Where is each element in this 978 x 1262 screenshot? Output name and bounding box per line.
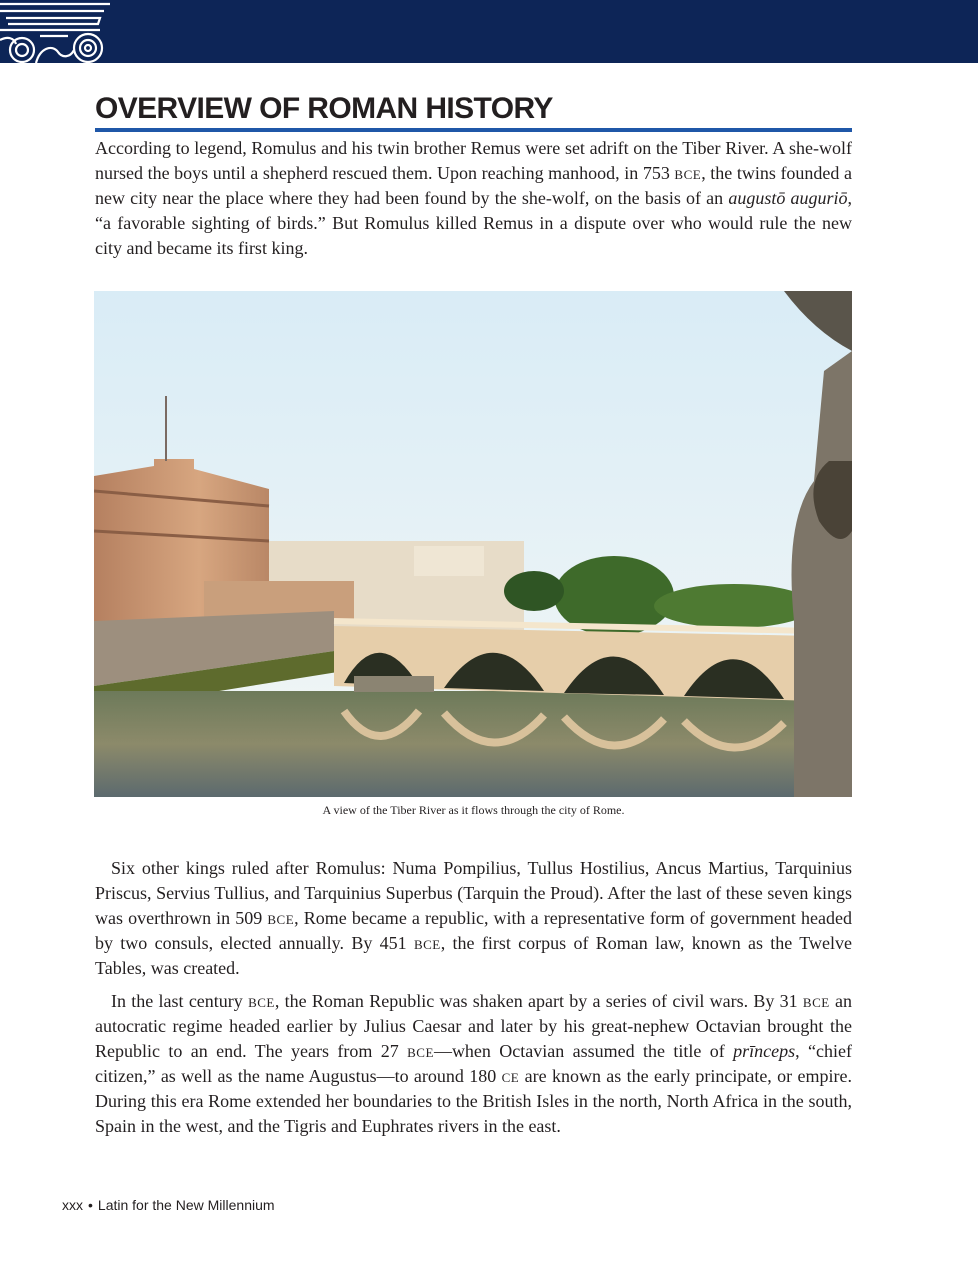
page-number: xxx xyxy=(62,1197,83,1213)
latin-word: prīnceps xyxy=(733,1041,796,1061)
era-abbreviation: bce xyxy=(674,163,702,183)
title-rule xyxy=(95,128,852,132)
page-footer xyxy=(62,1196,275,1214)
era-abbreviation: bce xyxy=(407,1041,434,1061)
latin-phrase: augustō auguriō xyxy=(728,188,848,208)
intro-paragraph: According to legend, Romulus and his twin brother Remus were set adrift on the Tiber River. A she-wolf nursed the boys until a shepherd rescued them. Upon reaching manhood, in 753 bce, the twins founded a new city near the place where they had been found by the she-wolf, on the basis of an augustō auguriō, “a favorable sighting of birds.” But Romulus killed Remus in a dispute over who would rule the new city and became its first king. xyxy=(95,138,853,258)
era-abbreviation: bce xyxy=(248,991,275,1011)
page-title: OVERVIEW OF ROMAN HISTORY xyxy=(95,92,553,125)
kings-paragraph: Six other kings ruled after Romulus: Numa Pompilius, Tullus Hostilius, Ancus Martius, Tarquinius Priscus, Servius Tullius, and Tarquinius Superbus (Tarquin the Proud). After the last of these seven kings was overthrown in 509 bce, Rome became a republic, with a representative form of government headed by two consuls, elected annually. By 451 bce, the first corpus of Roman law, known as the Twelve Tables, was created. xyxy=(95,858,852,978)
book-title: Latin for the New Millennium xyxy=(97,1197,275,1213)
footer-separator: • xyxy=(88,1197,93,1213)
republic-paragraph: In the last century bce, the Roman Republic was shaken apart by a series of civil wars. By 31 bce an autocratic regime headed earlier by Julius Caesar and later by his great-nephew Octavian brought the Republic to an end. The years from 27 bce—when Octavian assumed the title of prīnceps, “chief citizen,” as well as the name Augustus—to around 180 ce are known as the early principate, or empire. During this era Rome extended her boundaries to the British Isles in the north, North Africa in the south, Spain in the west, and the Tigris and Euphrates rivers in the east. xyxy=(95,991,852,1136)
figure-caption: A view of the Tiber River as it flows through the city of Rome. xyxy=(322,803,625,817)
era-abbreviation: ce xyxy=(501,1066,520,1086)
ionic-capital-ornament xyxy=(0,0,112,63)
tiber-river-photo xyxy=(94,291,852,797)
header-bar xyxy=(0,0,978,63)
era-abbreviation: bce xyxy=(267,908,295,928)
era-abbreviation: bce xyxy=(413,933,441,953)
era-abbreviation: bce xyxy=(802,991,830,1011)
